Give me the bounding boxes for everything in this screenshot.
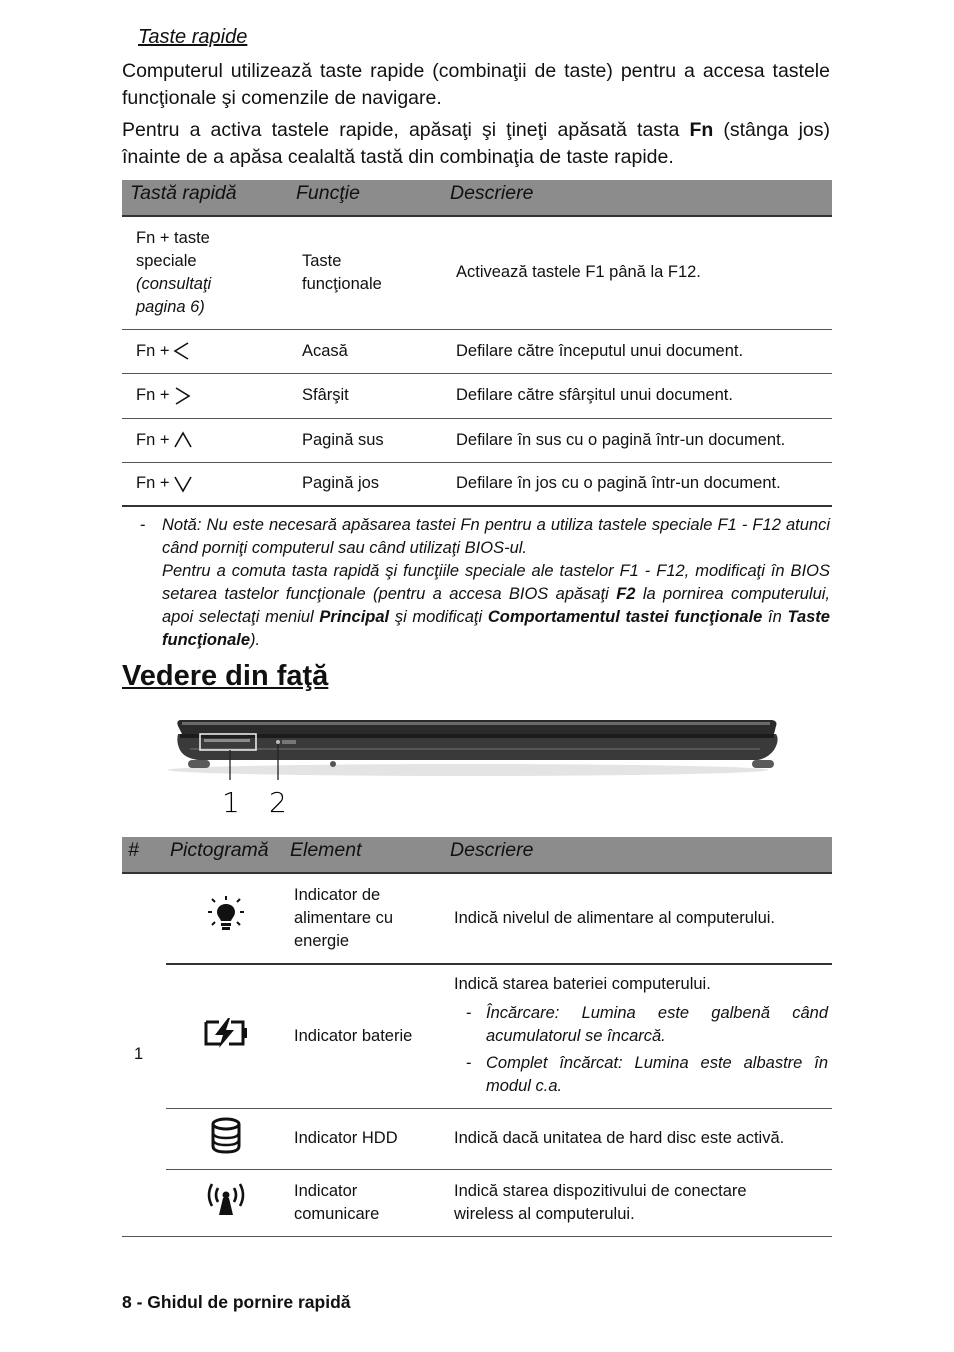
arrow-down-icon <box>172 474 194 494</box>
page-footer: 8 - Ghidul de pornire rapidă <box>122 1292 351 1312</box>
header-icon: Pictogramă <box>166 837 286 873</box>
note-line: Notă: Nu este necesară apăsarea tastei Fn pentru a utiliza tastele speciale F1 - F12 atunci când porniţi computerul sau când utilizaţi BIOS-ul. <box>162 516 830 557</box>
description-cell: Defilare în sus cu o pagină într-un document. <box>442 418 832 462</box>
header-description: Descriere <box>446 837 832 873</box>
hotkey-note: (consultaţi pagina 6) <box>136 274 212 316</box>
element-cell <box>286 873 446 964</box>
hotkey-label: Fn + <box>136 386 170 404</box>
power-indicator-icon <box>206 895 246 935</box>
arrow-left-icon <box>172 340 192 362</box>
bullet-text: Complet încărcat: Lumina este albastre în modul c.a. <box>486 1053 828 1095</box>
note-text: şi modificaţi <box>389 608 488 626</box>
icon-cell <box>166 873 286 964</box>
battery-indicator-icon <box>203 1017 249 1049</box>
header-element: Element <box>286 837 446 873</box>
table-row <box>122 418 832 462</box>
table-row <box>122 1169 832 1236</box>
description-cell: Indică dacă unitatea de hard disc este activă. <box>446 1108 832 1169</box>
element-label: Indicator de alimentare cu energie <box>294 886 394 950</box>
bullet-dash: - <box>466 1003 472 1022</box>
element-label: Indicator HDD <box>286 1108 446 1169</box>
note-option: Taste funcţionale <box>162 608 830 649</box>
list-item <box>454 1002 832 1048</box>
battery-states-list <box>454 1002 832 1098</box>
arrow-up-icon <box>172 430 194 450</box>
icon-cell <box>166 964 286 1108</box>
note-setting: Comportamentul tastei funcţionale <box>487 608 763 626</box>
function-cell: Pagină sus <box>288 418 442 462</box>
description-cell: Indică nivelul de alimentare al computerului. <box>446 873 832 964</box>
hotkey-cell <box>122 462 288 506</box>
description-cell: Defilare către sfârşitul unui document. <box>442 373 832 418</box>
icon-cell <box>166 1169 286 1236</box>
hotkey-label: Fn + <box>136 474 170 493</box>
description-cell: Defilare în jos cu o pagină într-un document. <box>442 462 832 506</box>
function-label: Taste funcţionale <box>302 251 382 293</box>
table-row <box>122 329 832 373</box>
wireless-indicator-icon <box>203 1181 249 1217</box>
hotkey-label: Fn + taste speciale <box>136 228 210 270</box>
activation-paragraph <box>122 117 830 171</box>
hdd-indicator-icon <box>208 1115 244 1155</box>
function-cell: Acasă <box>288 329 442 373</box>
hotkey-cell <box>122 418 288 462</box>
front-table-header <box>122 837 832 873</box>
header-number: # <box>122 837 166 873</box>
description-cell <box>446 1169 832 1236</box>
table-row <box>122 216 832 329</box>
note-text: Pentru a comuta tasta rapidă şi funcţiile speciale ale tastelor F1 - F12, modificaţi în BIOS setarea tastelor funcţionale (pentru a accesa BIOS apăsaţi <box>162 562 830 603</box>
note-paragraph <box>162 560 830 652</box>
para-text: Pentru a activa tastele rapide, apăsaţi şi ţineţi apăsată tasta <box>122 119 690 141</box>
fn-key-label: Fn <box>689 119 714 141</box>
list-item <box>454 1052 832 1098</box>
note-block <box>140 514 830 652</box>
table-row <box>122 462 832 506</box>
bullet-text: Încărcare: Lumina este galbenă când acumulatorul se încarcă. <box>486 1003 828 1045</box>
note-text: ). <box>250 631 261 649</box>
group-number: 1 <box>122 873 166 1236</box>
section-title: Vedere din faţă <box>122 660 329 692</box>
table-row <box>122 1108 832 1169</box>
table-row <box>122 964 832 1108</box>
note-menu: Principal <box>319 608 390 626</box>
hotkey-table-header <box>122 180 832 216</box>
description-text: Indică starea bateriei computerului. <box>454 974 711 993</box>
note-text: în <box>762 608 788 626</box>
header-hotkey: Tastă rapidă <box>122 180 288 216</box>
element-label: Indicator comunicare <box>294 1181 380 1223</box>
intro-paragraph: Computerul utilizează taste rapide (combinaţii de taste) pentru a accesa tastele funcţionale şi comenzile de navigare. <box>122 60 830 109</box>
hotkey-cell <box>122 329 288 373</box>
header-description: Descriere <box>442 180 832 216</box>
note-dash: - <box>140 516 146 534</box>
note-key: F2 <box>616 585 636 603</box>
laptop-front-view-figure <box>168 712 788 822</box>
hotkey-label: Fn + <box>136 341 170 360</box>
header-function: Funcţie <box>288 180 442 216</box>
function-cell <box>288 216 442 329</box>
description-cell: Activează tastele F1 până la F12. <box>442 216 832 329</box>
element-label: Indicator baterie <box>286 964 446 1108</box>
hotkey-label: Fn + <box>136 430 170 449</box>
hotkey-cell <box>122 373 288 418</box>
description-cell <box>446 964 832 1108</box>
table-row <box>122 373 832 418</box>
front-view-table <box>122 837 832 1237</box>
callout-1: 1 <box>222 786 240 819</box>
description-cell: Defilare către începutul unui document. <box>442 329 832 373</box>
element-cell <box>286 1169 446 1236</box>
table-row <box>122 873 832 964</box>
function-cell: Pagină jos <box>288 462 442 506</box>
description-text: Indică starea dispozitivului de conectare wireless al computerului. <box>454 1181 747 1223</box>
icon-cell <box>166 1108 286 1169</box>
bullet-dash: - <box>466 1053 472 1072</box>
subheading: Taste rapide <box>138 26 248 48</box>
note-text: la pornirea computerului, apoi selectaţi meniul <box>162 585 830 626</box>
arrow-right-icon <box>172 385 192 407</box>
para-text: (stânga jos) înainte de a apăsa cealaltă tastă din combinaţia de taste rapide. <box>122 119 830 168</box>
hotkey-table <box>122 180 832 507</box>
callout-2: 2 <box>269 786 287 819</box>
function-cell: Sfârşit <box>288 373 442 418</box>
hotkey-cell <box>122 216 288 329</box>
